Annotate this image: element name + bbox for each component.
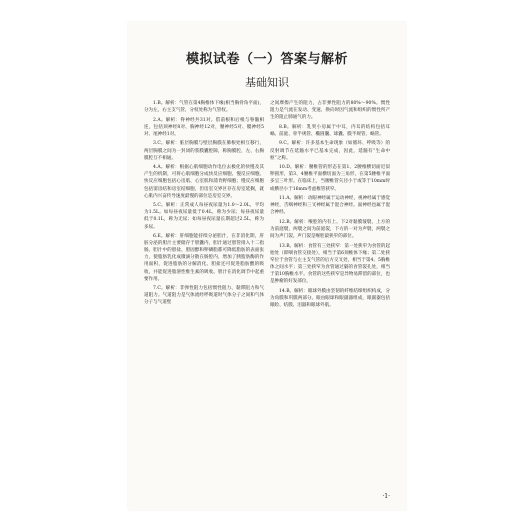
answer-paragraph: 7.C。解析：非弹性阻力包括惯性阻力、黏滞阻力和气道阻力。气道阻力是气体流经呼吸道时气体分子之间和气体分子与气道壁: [144, 286, 264, 306]
answer-paragraph: 12.B。解析：喉腔的内有上、下2对黏膜皱襞，上方的为前庭襞，两襞之间为前庭裂，下方的一对为声襞，两襞之间为声门裂。声门裂是喉腔最狭窄的部位。: [270, 219, 390, 240]
section-heading: 基础知识: [245, 76, 289, 89]
answer-paragraph: 10.D。解析：腰椎管的形态在第1、2腰椎横切面近似卵圆形，第3、4腰椎平面横切面为三角形，在第5腰椎平面多呈三叶形。在临床上，当腰椎管矢径小于或等于10mm时或横径小于16mm考虑椎管狭窄。: [270, 165, 390, 192]
answer-paragraph: 14.B。解析：眼球外膜由坚韧的纤维结缔组织构成，分为角膜和巩膜两部分。眼由眼球和眼副器组成，眼副器包括眼睑、结膜、泪器和眼球外肌。: [270, 288, 390, 308]
answer-paragraph: 3.C。解析：脏层胸膜与壁层胸膜在肺根处相互移行，两层胸膜之间为一封闭的浆膜囊腔隙，称胸膜腔，左、右胸膜腔互不相通。: [144, 141, 264, 161]
answer-paragraph: 11.A。解析：动眼神经属于运动神经，视神经属于感觉神经，舌咽神经和三叉神经属于混合神经。面神经也属于混合神经。: [270, 196, 390, 216]
page-title: 模拟试卷（一）答案与解析: [185, 52, 348, 67]
right-column: [270, 100, 390, 312]
page-number: ·1·: [382, 493, 390, 500]
answer-paragraph: 9.C。解析：许多基本生命现象（如循环、呼吸等）的反射调节在延髓水平已基本完成，因此，延髓有“生命中枢”之称。: [270, 141, 390, 161]
answer-paragraph: 13.B。解析：食管有三处狭窄：第一处狭窄为食管的起始处（即咽食管交接处），相当于第6颈椎体下缘；第二处狭窄位于食管与左主支气管的后方交叉处，相当于第4、5胸椎体之间水平；第三处狭窄为食管通过膈的食管裂孔处，相当于第10胸椎水平。食管的这些狭窄是异物易滞留的部位，也是肿瘤的好发部位。: [270, 243, 390, 285]
answer-paragraph: 8.B。解析：乳突小房属于中耳，内耳的结构包括耳蜗、前庭、骨半规管、椭圆囊、球囊、膜半规管、蜗管。: [270, 124, 390, 137]
left-column: [144, 100, 264, 309]
answer-paragraph-continued: 之间摩擦产生的阻力，占非弹性阻力的80%～90%。惯性阻力是气流在发动、变速、换向时因气流和组织的惯性所产生的阻止肺通气的力。: [270, 101, 390, 121]
book-page: [128, 22, 406, 510]
answer-paragraph: 4.A。解析：根据心肌细胞动作电位去极化的快慢及其产生的机制，可将心肌细胞分成快反应细胞、慢反应细胞。快反应细胞包括心房肌、心室肌和浦肯野细胞；慢反应细胞包括窦房结和房室结细胞，但房室交界区存在房室延搁，就心肌内兴奋传导速度最慢的部位是房室交界。: [144, 165, 264, 199]
answer-paragraph: 2.A。解析：脊神经共31对。借前根和后根与脊髓相连，包括颈神经8对、胸神经12对，腰神经5对、骶神经5对、尾神经1对。: [144, 117, 264, 137]
answer-paragraph: 1.B。解析：气管在第4胸椎体下缘(相当胸骨角平面)，分为左、右主支气管，分杈处称为气管杈。: [144, 101, 264, 114]
answer-paragraph: 5.C。解析：正常成人每昼夜尿量为1.0～2.0L，平均为1.5L。如每昼夜尿量低于0.4L，称为少尿；每昼夜尿量低于0.1L，称为无尿；如每昼夜尿量长期超过2.5L，称为多尿。: [144, 203, 264, 230]
answer-paragraph: 6.E。解析：肝细胞能持续分泌胆汁，在非消化期，肝脏分泌的胆汁主要储存于胆囊内，胆汁通过胆管排入十二指肠。胆汁中的胆盐、胆固醇和卵磷脂都可降低脂肪的表面张力，使脂肪乳化成微滴分散在肠腔内，增加了胰脂肪酶的作用面积，促进脂肪的分解消化。胆盐还可促进脂肪酸的吸收，并能促进脂溶性维生素的吸收。胆汁在消化调节中起重要作用。: [144, 234, 264, 282]
